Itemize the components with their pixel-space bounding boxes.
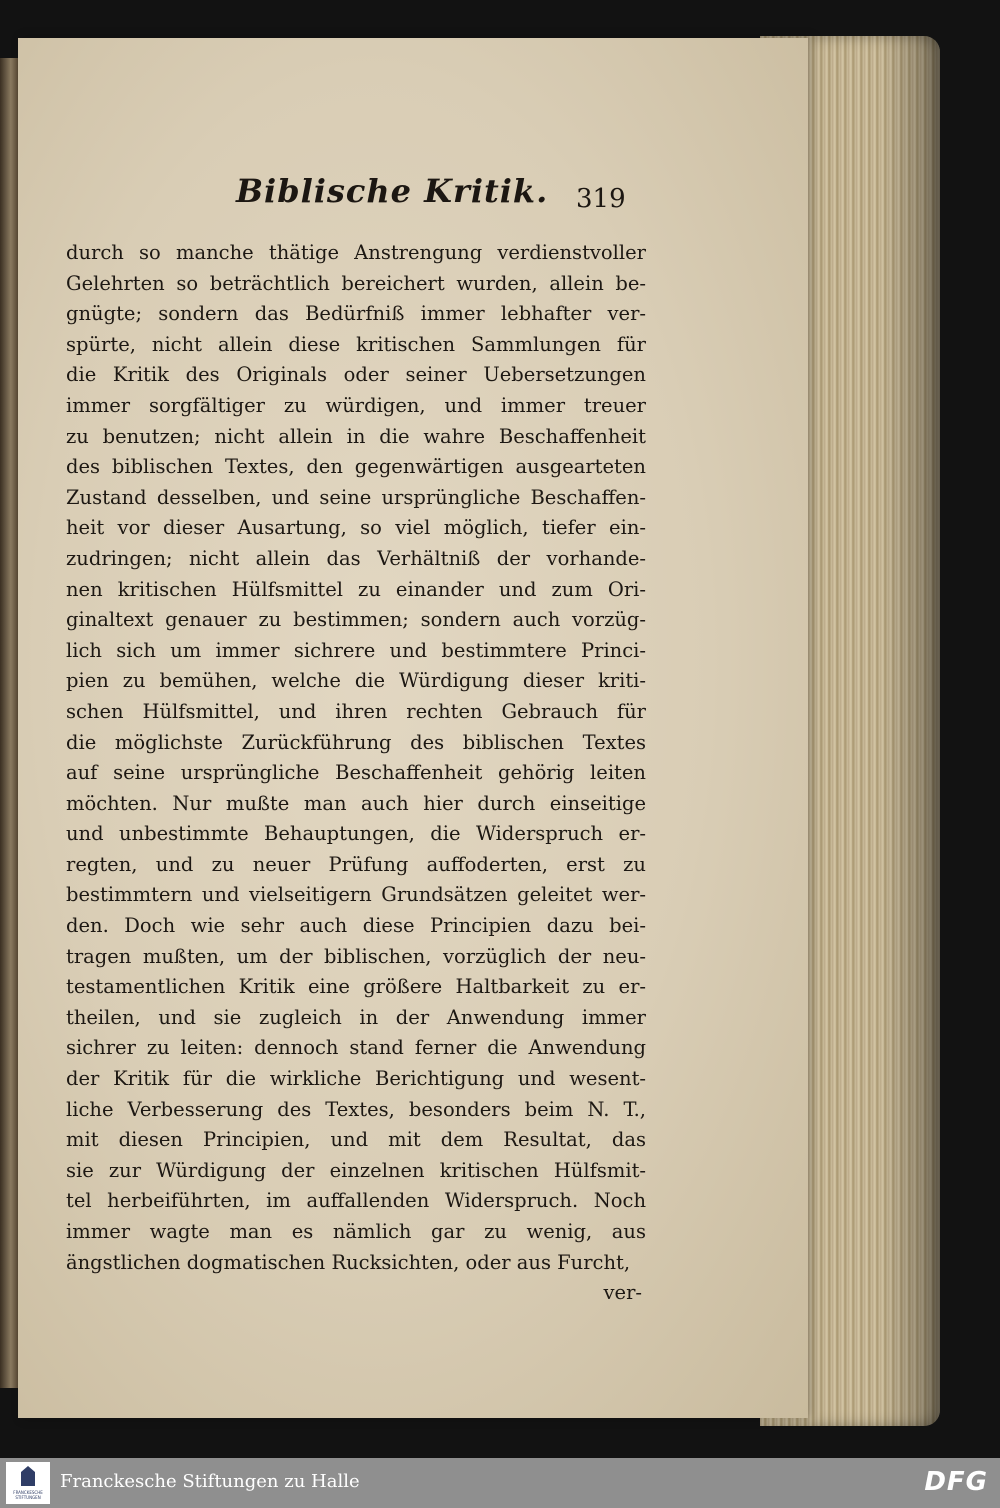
text-line: pien zu bemühen, welche die Würdigung dieser kriti- <box>66 669 646 693</box>
institution-logo[interactable] <box>6 1462 50 1504</box>
text-line: Gelehrten so beträchtlich bereichert wurden, allein be- <box>66 271 646 295</box>
body-text <box>66 238 646 1278</box>
text-line: bestimmtern und vielseitigern Grundsätzen geleitet wer- <box>66 883 646 907</box>
text-line: zu benutzen; nicht allein in die wahre Beschaffenheit <box>66 424 646 448</box>
text-line: nen kritischen Hülfsmittel zu einander und zum Ori- <box>66 577 646 601</box>
institution-name[interactable]: Franckesche Stiftungen zu Halle <box>60 1471 360 1492</box>
book-fore-edge-shadow <box>880 36 940 1426</box>
text-line: ginaltext genauer zu bestimmen; sondern auch vorzüg- <box>66 608 646 632</box>
text-line: der Kritik für die wirkliche Berichtigung und wesent- <box>66 1067 646 1091</box>
text-line: mit diesen Principien, und mit dem Resultat, das <box>66 1128 646 1152</box>
text-line: tragen mußten, um der biblischen, vorzüglich der neu- <box>66 944 646 968</box>
text-line: Zustand desselben, und seine ursprüngliche Beschaffen- <box>66 485 646 509</box>
dfg-logo[interactable]: DFG <box>924 1467 988 1497</box>
text-line: testamentlichen Kritik eine größere Haltbarkeit zu er- <box>66 975 646 999</box>
text-line: den. Doch wie sehr auch diese Principien dazu bei- <box>66 914 646 938</box>
text-line: liche Verbesserung des Textes, besonders beim N. T., <box>66 1097 646 1121</box>
text-line: die möglichste Zurückführung des biblischen Textes <box>66 730 646 754</box>
text-line: immer sorgfältiger zu würdigen, und immer treuer <box>66 393 646 417</box>
facing-page-edge <box>0 58 18 1388</box>
book-page <box>18 38 808 1418</box>
text-line: tel herbeiführten, im auffallenden Widerspruch. Noch <box>66 1189 646 1213</box>
text-line: möchten. Nur mußte man auch hier durch einseitige <box>66 791 646 815</box>
page-number: 319 <box>576 184 626 214</box>
text-line: theilen, und sie zugleich in der Anwendung immer <box>66 1005 646 1029</box>
building-icon <box>21 1466 35 1486</box>
text-line: gnügte; sondern das Bedürfniß immer lebhafter ver- <box>66 302 646 326</box>
text-line: die Kritik des Originals oder seiner Uebersetzungen <box>66 363 646 387</box>
text-line: schen Hülfsmittel, und ihren rechten Gebrauch für <box>66 699 646 723</box>
text-line: auf seine ursprüngliche Beschaffenheit gehörig leiten <box>66 761 646 785</box>
catchword: ver- <box>603 1281 642 1305</box>
text-line: immer wagte man es nämlich gar zu wenig, aus <box>66 1220 646 1243</box>
text-line: des biblischen Textes, den gegenwärtigen ausgearteten <box>66 455 646 479</box>
text-line: regten, und zu neuer Prüfung auffoderten, erst zu <box>66 852 646 876</box>
text-line: zudringen; nicht allein das Verhältniß der vorhande- <box>66 546 646 570</box>
text-line: und unbestimmte Behauptungen, die Widerspruch er- <box>66 822 646 846</box>
text-line: spürte, nicht allein diese kritischen Sammlungen für <box>66 332 646 356</box>
text-line: heit vor dieser Ausartung, so viel möglich, tiefer ein- <box>66 516 646 540</box>
text-line: sie zur Würdigung der einzelnen kritischen Hülfsmit- <box>66 1158 646 1182</box>
text-line: sichrer zu leiten: dennoch stand ferner die Anwendung <box>66 1036 646 1060</box>
page-content <box>66 168 646 1309</box>
running-title: Biblische Kritik. <box>236 172 549 210</box>
logo-caption: FRANCKESCHE STIFTUNGEN <box>13 1490 43 1500</box>
page-header <box>66 168 646 238</box>
text-line: durch so manche thätige Anstrengung verdienstvoller <box>66 241 646 264</box>
footer-bar <box>0 1458 1000 1508</box>
text-line: lich sich um immer sichrere und bestimmtere Princi- <box>66 638 646 662</box>
text-line: ängstlichen dogmatischen Rucksichten, oder aus Furcht, <box>66 1250 631 1274</box>
